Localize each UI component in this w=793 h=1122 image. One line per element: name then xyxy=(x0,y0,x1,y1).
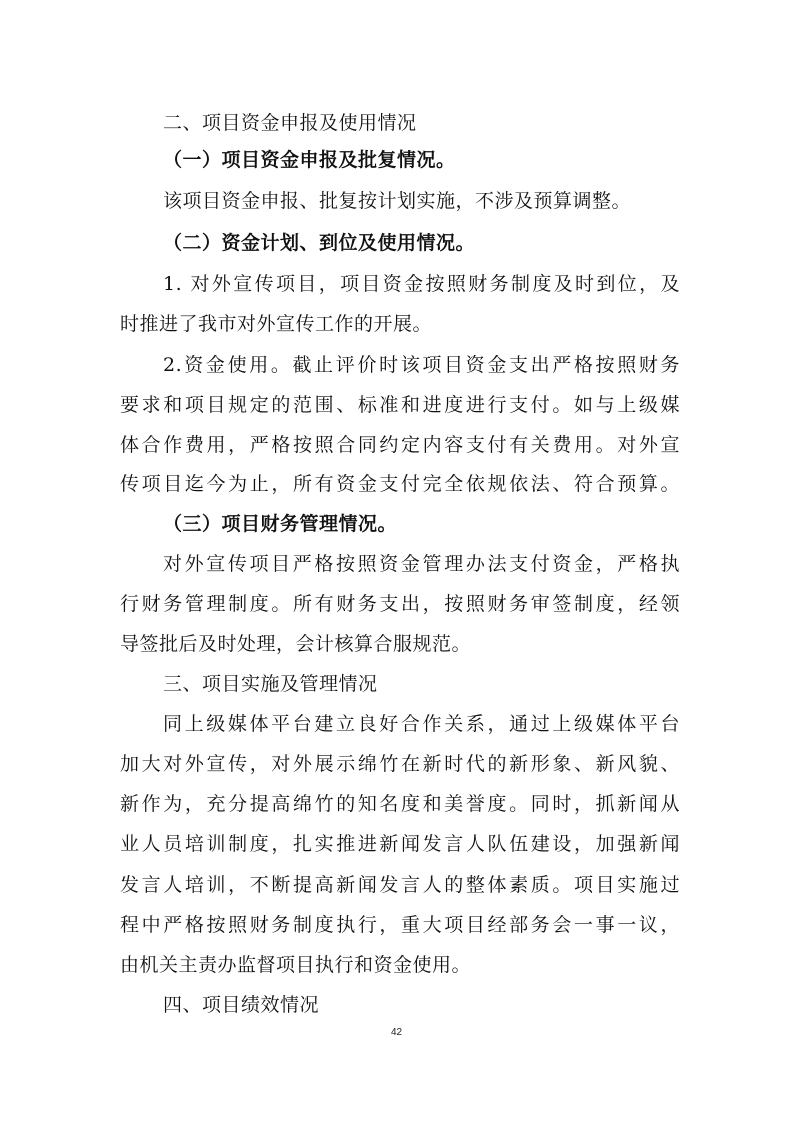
section-heading-2: 二、项目资金申报及使用情况 xyxy=(163,112,417,134)
paragraph-line: 1. 对外宣传项目，项目资金按照财务制度及时到位，及 xyxy=(163,273,680,295)
paragraph-line: 行财务管理制度。所有财务支出，按照财务审签制度，经领 xyxy=(120,593,680,615)
subsection-heading-2-3: （三）项目财务管理情况。 xyxy=(163,513,398,535)
section-heading-4: 四、项目绩效情况 xyxy=(163,994,320,1016)
paragraph-line: 2.资金使用。截止评价时该项目资金支出严格按照财务 xyxy=(163,354,680,376)
paragraph-line: 加大对外宣传，对外展示绵竹在新时代的新形象、新风貌、 xyxy=(120,753,680,775)
paragraph-line: 时推进了我市对外宣传工作的开展。 xyxy=(120,313,433,335)
subsection-heading-2-1: （一）项目资金申报及批复情况。 xyxy=(163,149,456,171)
paragraph-line: 业人员培训制度，扎实推进新闻发言人队伍建设，加强新闻 xyxy=(120,833,680,855)
subsection-heading-2-2: （二）资金计划、到位及使用情况。 xyxy=(163,232,476,254)
paragraph-line: 要求和项目规定的范围、标准和进度进行支付。如与上级媒 xyxy=(120,394,680,416)
paragraph-line: 对外宣传项目严格按照资金管理办法支付资金，严格执 xyxy=(163,553,680,575)
paragraph-line: 体合作费用，严格按照合同约定内容支付有关费用。对外宣 xyxy=(120,434,680,456)
paragraph-line: 程中严格按照财务制度执行，重大项目经部务会一事一议， xyxy=(120,914,680,936)
paragraph-line: 导签批后及时处理，会计核算合服规范。 xyxy=(120,633,472,655)
paragraph-line: 传项目迄今为止，所有资金支付完全依规依法、符合预算。 xyxy=(120,473,680,495)
paragraph-line: 由机关主责办监督项目执行和资金使用。 xyxy=(120,954,472,976)
paragraph-line: 同上级媒体平台建立良好合作关系，通过上级媒体平台 xyxy=(163,713,680,735)
section-heading-3: 三、项目实施及管理情况 xyxy=(163,673,378,695)
paragraph-line: 新作为，充分提高绵竹的知名度和美誉度。同时，抓新闻从 xyxy=(120,793,680,815)
page-number: 42 xyxy=(390,1027,403,1038)
paragraph-line: 该项目资金申报、批复按计划实施，不涉及预算调整。 xyxy=(163,190,632,212)
paragraph-line: 发言人培训，不断提高新闻发言人的整体素质。项目实施过 xyxy=(120,874,680,896)
